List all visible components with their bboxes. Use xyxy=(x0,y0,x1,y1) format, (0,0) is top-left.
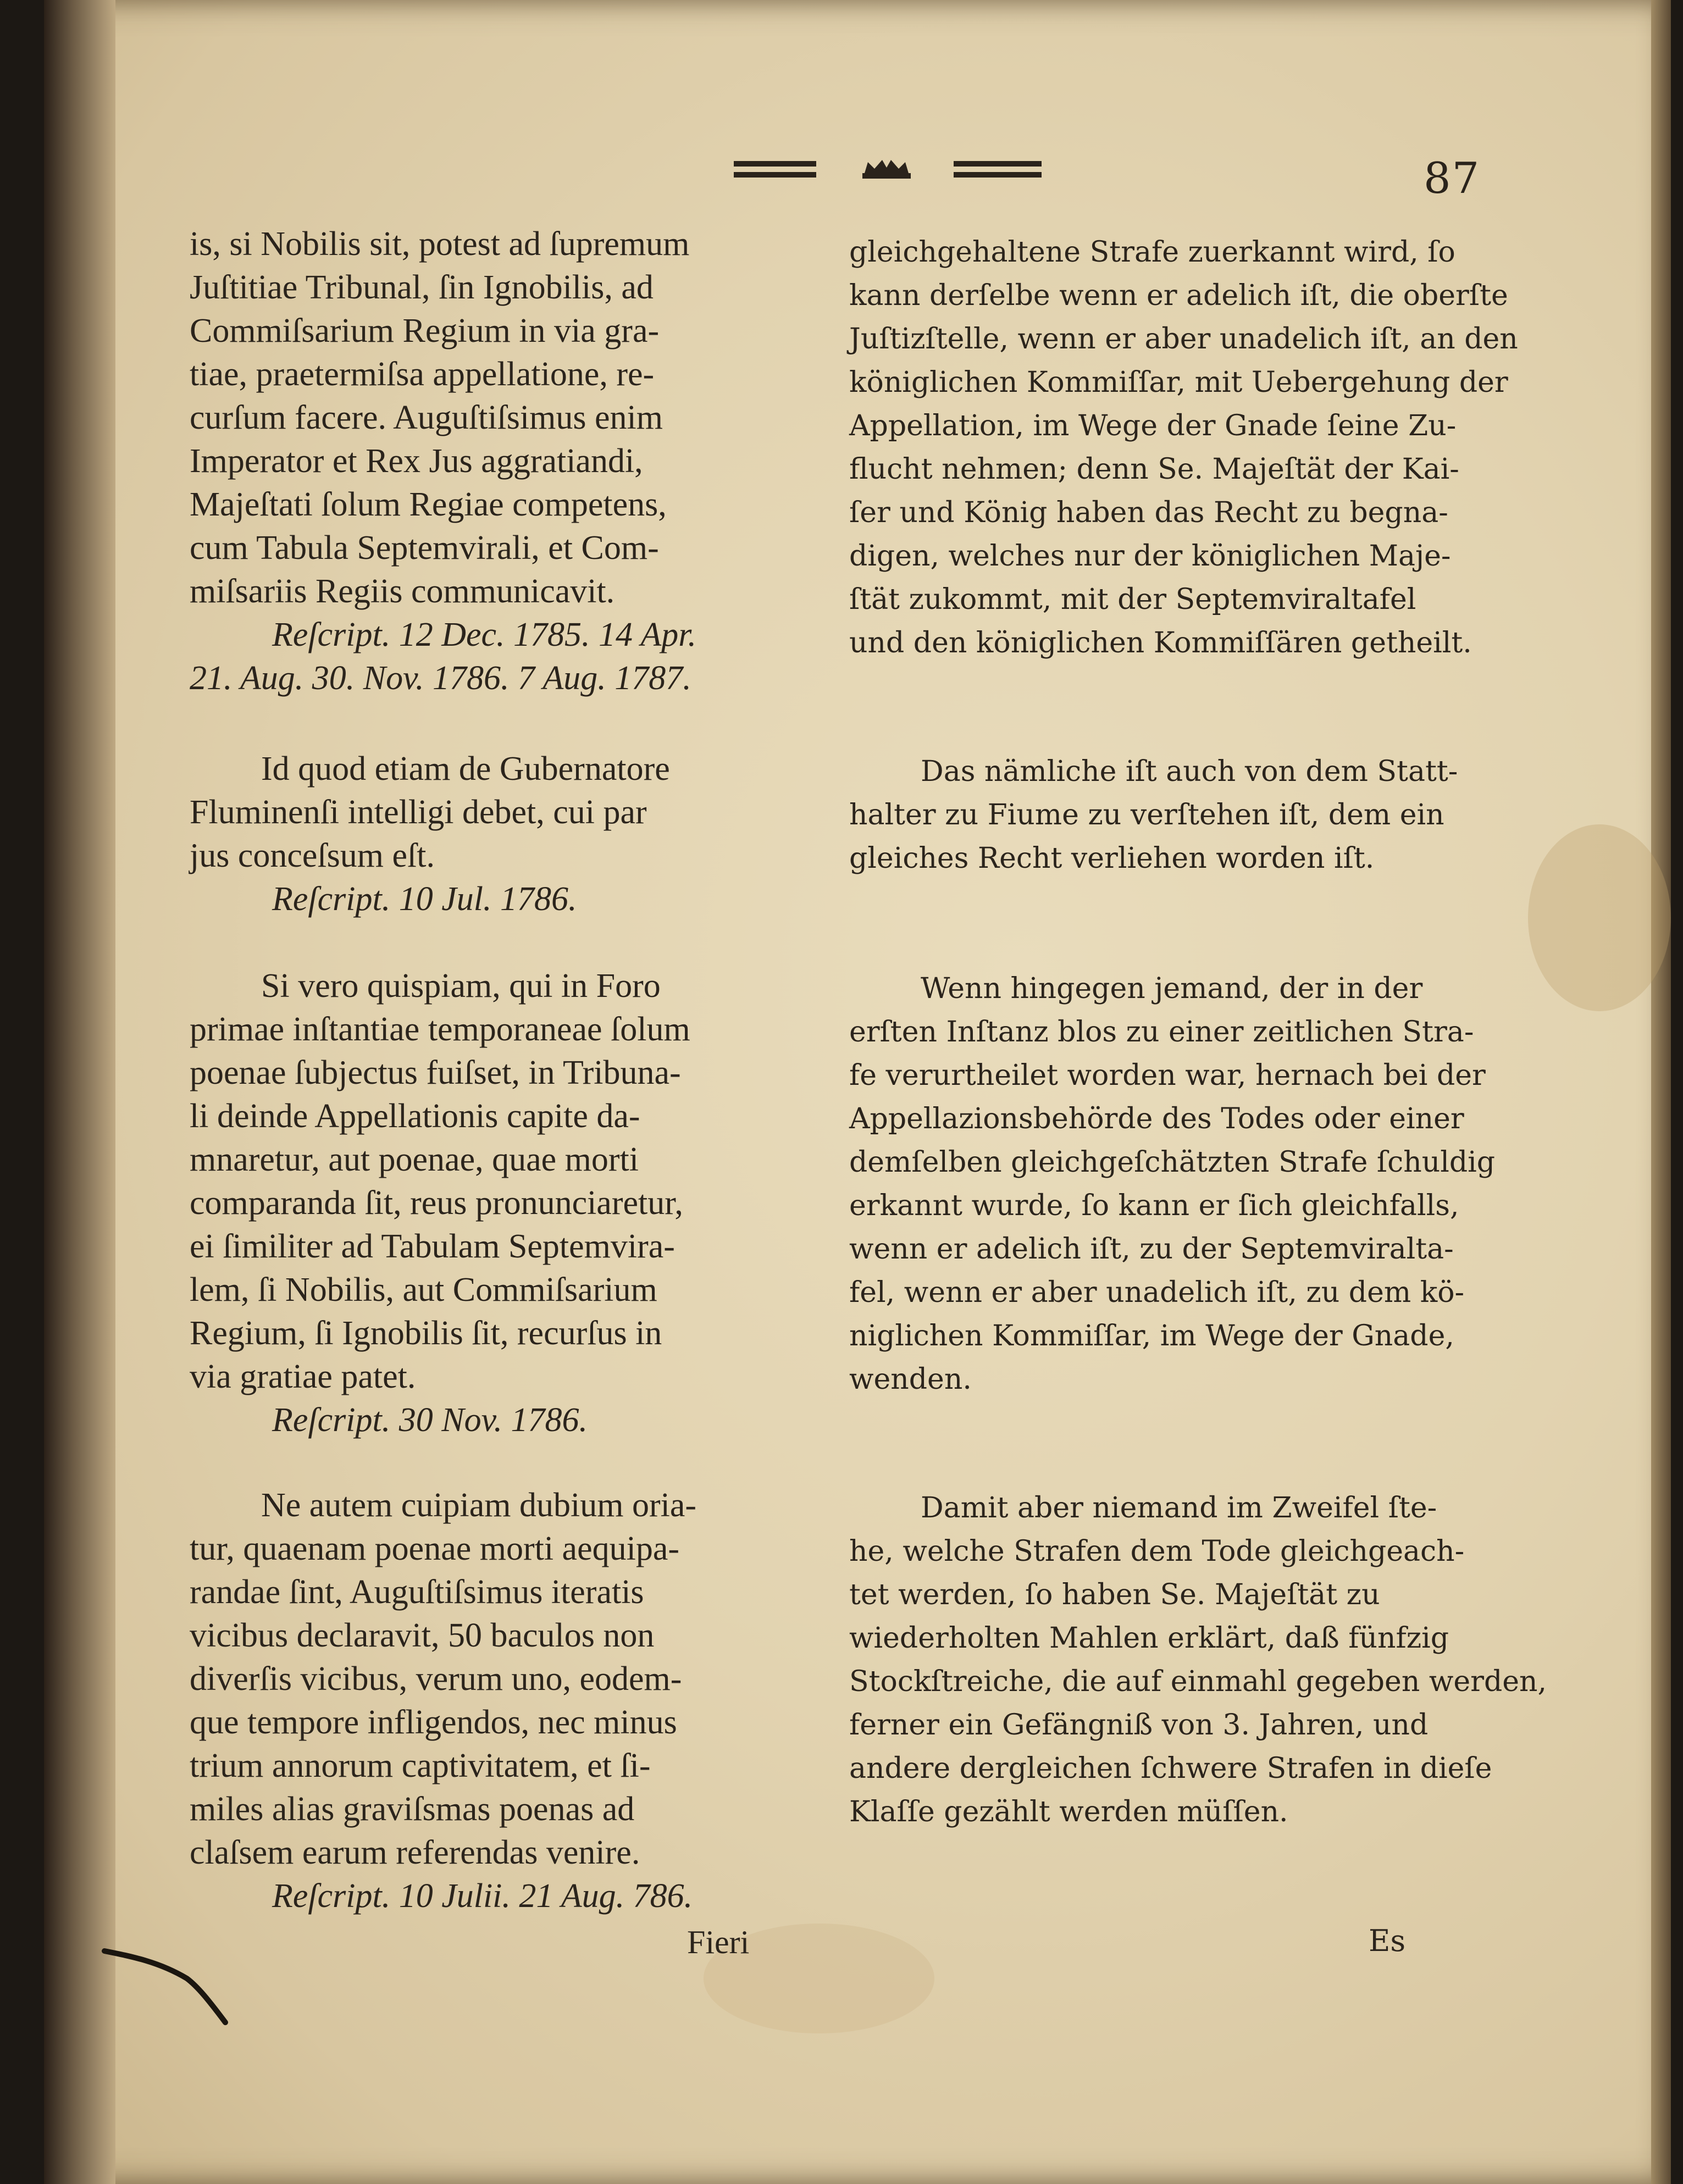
text-line: Si vero quispiam, qui in Foro xyxy=(261,967,661,1005)
text-line: halter zu Fiume zu verſtehen iſt, dem ein xyxy=(849,799,1444,832)
text-line: erſten Inſtanz blos zu einer zeitlichen Stra- xyxy=(849,1016,1474,1049)
text-line: randae ſint, Auguſtiſsimus iteratis xyxy=(190,1573,644,1611)
text-line: via gratiae patet. xyxy=(190,1358,416,1395)
german-paragraph-3 xyxy=(849,967,1496,1401)
text-line: erkannt wurde, ſo kann er ſich gleichfalls, xyxy=(849,1189,1459,1222)
rescript-reference: Reſcript. 10 Julii. 21 Aug. 786. xyxy=(272,1877,693,1915)
text-line: fe verurtheilet worden war, hernach bei der xyxy=(849,1059,1486,1092)
text-line: Klaſſe gezählt werden müſſen. xyxy=(849,1795,1288,1828)
text-line: jus conceſsum eſt. xyxy=(190,837,435,874)
latin-paragraph-3 xyxy=(190,964,811,1442)
text-line: cum Tabula Septemvirali, et Com- xyxy=(190,529,659,567)
latin-column xyxy=(190,1484,811,1918)
text-line: lem, ſi Nobilis, aut Commiſsarium xyxy=(190,1271,657,1309)
text-line: tiae, praetermiſsa appellatione, re- xyxy=(190,356,655,393)
text-line: ferner ein Gefängniß von 3. Jahren, und xyxy=(849,1709,1429,1742)
text-line: ſer und König haben das Recht zu begna- xyxy=(849,496,1448,529)
rescript-reference: 21. Aug. 30. Nov. 1786. 7 Aug. 1787. xyxy=(190,659,691,697)
german-column xyxy=(849,1487,1547,1834)
text-line: tet werden, ſo haben Se. Majeſtät zu xyxy=(849,1578,1380,1611)
text-line: trium annorum captivitatem, et ſi- xyxy=(190,1747,651,1784)
german-paragraph-2 xyxy=(849,750,1473,880)
german-paragraph-1 xyxy=(849,231,1518,665)
text-line: andere dergleichen ſchwere Strafen in dieſe xyxy=(849,1752,1492,1785)
text-line: wenn er adelich iſt, zu der Septemviralta- xyxy=(849,1233,1454,1266)
page-edge xyxy=(1651,0,1671,2184)
text-line: Damit aber niemand im Zweifel ſte- xyxy=(921,1492,1437,1525)
text-line: miles alias graviſsmas poenas ad xyxy=(190,1791,635,1828)
text-line: vicibus declaravit, 50 baculos non xyxy=(190,1617,655,1654)
text-line: li deinde Appellationis capite da- xyxy=(190,1097,640,1135)
latin-catchword: Fieri xyxy=(687,1924,750,1960)
text-line: Majeſtati ſolum Regiae competens, xyxy=(190,486,667,523)
text-line: is, si Nobilis sit, potest ad ſupremum xyxy=(190,225,690,263)
page-number: 87 xyxy=(1424,154,1481,203)
rescript-reference: Reſcript. 12 Dec. 1785. 14 Apr. xyxy=(272,616,697,653)
text-line: ei ſimiliter ad Tabulam Septemvira- xyxy=(190,1228,675,1265)
text-line: curſum facere. Auguſtiſsimus enim xyxy=(190,399,663,436)
text-line: mnaretur, aut poenae, quae morti xyxy=(190,1141,639,1178)
german-column xyxy=(849,750,1473,880)
text-line: Id quod etiam de Gubernatore xyxy=(261,750,670,788)
text-line: ſtät zukommt, mit der Septemviraltafel xyxy=(849,583,1416,616)
ink-scratch-mark xyxy=(99,1940,242,2028)
german-paragraph-4 xyxy=(849,1487,1547,1834)
rescript-reference: Reſcript. 10 Jul. 1786. xyxy=(272,880,577,918)
text-line: Fluminenſi intelligi debet, cui par xyxy=(190,794,647,831)
paper-stain xyxy=(1528,824,1671,1011)
text-line: gleiches Recht verliehen worden iſt. xyxy=(849,842,1375,875)
latin-column xyxy=(190,747,811,921)
text-line: Juſtitiae Tribunal, ſin Ignobilis, ad xyxy=(190,269,654,306)
rescript-reference: Reſcript. 30 Nov. 1786. xyxy=(272,1401,588,1439)
text-line: Commiſsarium Regium in via gra- xyxy=(190,312,660,350)
text-line: Das nämliche iſt auch von dem Statt- xyxy=(921,755,1458,788)
text-line: que tempore infligendos, nec minus xyxy=(190,1704,677,1741)
latin-paragraph-1 xyxy=(190,223,811,700)
text-line: primae inſtantiae temporaneae ſolum xyxy=(190,1011,690,1048)
text-line: he, welche Strafen dem Tode gleichgeach- xyxy=(849,1535,1465,1568)
text-line: Juſtizſtelle, wenn er aber unadelich iſt, an den xyxy=(849,323,1518,356)
text-line: Ne autem cuipiam dubium oria- xyxy=(261,1487,696,1524)
text-line: Appellation, im Wege der Gnade ſeine Zu- xyxy=(849,409,1457,442)
text-line: kann derſelbe wenn er adelich iſt, die oberſte xyxy=(849,279,1508,312)
text-line: Stockſtreiche, die auf einmahl gegeben werden, xyxy=(849,1665,1547,1698)
latin-paragraph-2 xyxy=(190,747,811,921)
german-column xyxy=(849,231,1518,665)
german-catchword: Es xyxy=(1369,1924,1406,1958)
text-line: poenae ſubjectus fuiſset, in Tribuna- xyxy=(190,1054,681,1091)
text-line: digen, welches nur der königlichen Maje- xyxy=(849,540,1451,573)
text-line: demſelben gleichgeſchätzten Strafe ſchuldig xyxy=(849,1146,1496,1179)
header-ornament xyxy=(734,157,1042,190)
text-line: gleichgehaltene Strafe zuerkannt wird, ſo xyxy=(849,236,1455,269)
latin-paragraph-4 xyxy=(190,1484,811,1918)
crown-icon xyxy=(860,159,913,181)
latin-column xyxy=(190,223,811,700)
text-line: comparanda ſit, reus pronunciaretur, xyxy=(190,1184,683,1222)
text-line: flucht nehmen; denn Se. Majeſtät der Kai- xyxy=(849,453,1459,486)
text-line: Wenn hingegen jemand, der in der xyxy=(921,972,1423,1005)
text-line: tur, quaenam poenae morti aequipa- xyxy=(190,1530,679,1567)
text-line: königlichen Kommiſſar, mit Uebergehung der xyxy=(849,366,1508,399)
text-line: miſsariis Regiis communicavit. xyxy=(190,573,615,610)
text-line: und den königlichen Kommiſſären getheilt. xyxy=(849,627,1472,659)
german-column xyxy=(849,967,1496,1401)
latin-column xyxy=(190,964,811,1442)
text-line: Imperator et Rex Jus aggratiandi, xyxy=(190,442,643,480)
text-line: wiederholten Mahlen erklärt, daß fünfzig xyxy=(849,1622,1449,1655)
text-line: fel, wenn er aber unadelich iſt, zu dem kö- xyxy=(849,1276,1465,1309)
text-line: Regium, ſi Ignobilis ſit, recurſus in xyxy=(190,1315,662,1352)
text-line: Appellazionsbehörde des Todes oder einer xyxy=(849,1102,1464,1135)
text-line: niglichen Kommiſſar, im Wege der Gnade, xyxy=(849,1320,1454,1352)
text-line: diverſis vicibus, verum uno, eodem- xyxy=(190,1660,682,1698)
book-gutter xyxy=(44,0,115,2184)
text-line: wenden. xyxy=(849,1363,972,1396)
text-line: claſsem earum referendas venire. xyxy=(190,1834,640,1871)
